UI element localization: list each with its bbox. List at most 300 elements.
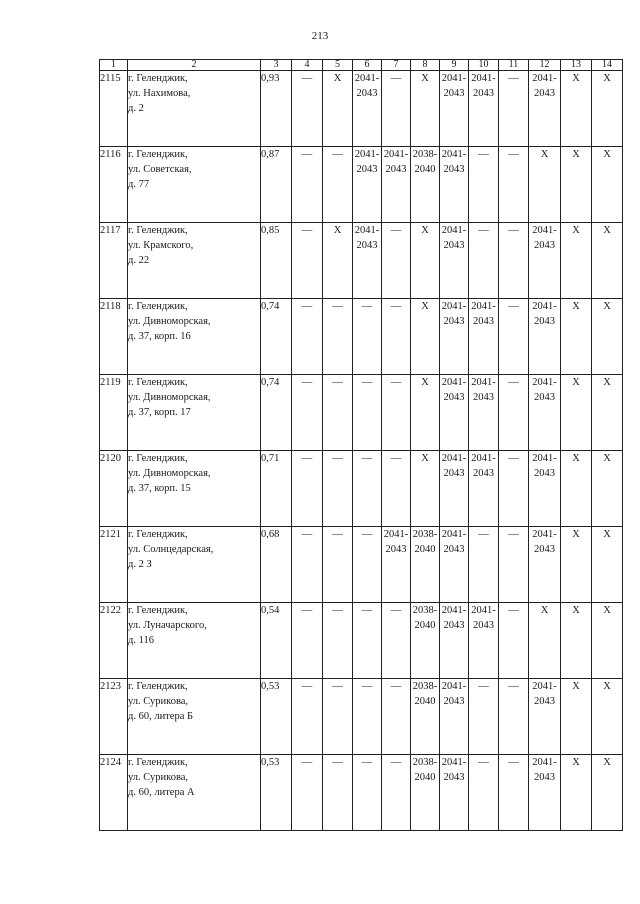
column-header: 2 bbox=[128, 60, 261, 71]
period-cell bbox=[499, 147, 529, 223]
cell-text: — bbox=[332, 681, 343, 692]
cell-text: — bbox=[301, 225, 313, 236]
cell-text: X bbox=[572, 377, 580, 388]
column-header: 9 bbox=[440, 60, 469, 71]
column-header: 6 bbox=[353, 60, 382, 71]
period-cell bbox=[469, 299, 499, 375]
cell-text: 2043 bbox=[534, 316, 555, 327]
period-cell bbox=[292, 375, 323, 451]
cell-text: — bbox=[301, 149, 313, 160]
cell-text: 2043 bbox=[443, 696, 465, 707]
period-cell bbox=[529, 679, 561, 755]
cell-text: — bbox=[508, 225, 519, 236]
period-cell bbox=[469, 223, 499, 299]
period-cell bbox=[469, 603, 499, 679]
row-number: 2116 bbox=[100, 147, 128, 223]
cell-text: 2041- bbox=[441, 301, 467, 312]
table-row bbox=[100, 451, 623, 527]
cell-text: 2041- bbox=[471, 377, 496, 388]
cell-text: X bbox=[603, 757, 611, 768]
period-cell bbox=[561, 375, 592, 451]
cell-text: — bbox=[390, 225, 402, 236]
cell-text: 2041- bbox=[441, 757, 467, 768]
cell-text: 2043 bbox=[534, 544, 555, 555]
cell-text: 2043 bbox=[473, 316, 494, 327]
address-cell bbox=[128, 603, 261, 679]
address-line: ул. Солнцедарская, bbox=[128, 544, 214, 555]
cell-text: — bbox=[390, 301, 402, 312]
cell-text: — bbox=[508, 73, 519, 84]
address-line: д. 37, корп. 15 bbox=[128, 483, 191, 494]
period-cell bbox=[592, 375, 623, 451]
period-cell bbox=[353, 755, 382, 831]
period-cell bbox=[292, 451, 323, 527]
period-cell bbox=[353, 299, 382, 375]
cell-text: — bbox=[478, 757, 489, 768]
period-cell bbox=[499, 375, 529, 451]
period-cell bbox=[411, 603, 440, 679]
address-cell bbox=[128, 679, 261, 755]
value-cell: 0,53 bbox=[261, 755, 292, 831]
cell-text: — bbox=[361, 301, 373, 312]
cell-text: 2043 bbox=[443, 620, 465, 631]
column-header: 8 bbox=[411, 60, 440, 71]
column-header: 1 bbox=[100, 60, 128, 71]
cell-text: X bbox=[572, 225, 580, 236]
cell-text: 2040 bbox=[414, 620, 436, 631]
cell-text: 2043 bbox=[385, 164, 407, 175]
cell-text: — bbox=[332, 149, 343, 160]
period-cell bbox=[592, 299, 623, 375]
row-number: 2122 bbox=[100, 603, 128, 679]
period-cell bbox=[592, 147, 623, 223]
address-line: д. 2 bbox=[128, 103, 144, 114]
cell-text: 2043 bbox=[356, 88, 378, 99]
cell-text: X bbox=[603, 73, 611, 84]
period-cell bbox=[353, 451, 382, 527]
period-cell bbox=[292, 603, 323, 679]
cell-text: 2043 bbox=[534, 88, 555, 99]
cell-text: 2040 bbox=[414, 164, 436, 175]
period-cell bbox=[561, 147, 592, 223]
value-cell: 0,54 bbox=[261, 603, 292, 679]
cell-text: 2043 bbox=[534, 772, 555, 783]
cell-text: 2043 bbox=[473, 620, 494, 631]
period-cell bbox=[382, 755, 411, 831]
cell-text: 2038- bbox=[412, 149, 438, 160]
cell-text: 2041- bbox=[532, 681, 557, 692]
period-cell bbox=[592, 451, 623, 527]
cell-text: 2043 bbox=[356, 164, 378, 175]
cell-text: 2041- bbox=[441, 377, 467, 388]
period-cell bbox=[353, 71, 382, 147]
period-cell bbox=[592, 71, 623, 147]
cell-text: — bbox=[361, 681, 373, 692]
period-cell bbox=[411, 299, 440, 375]
cell-text: 2041- bbox=[532, 73, 557, 84]
row-number: 2121 bbox=[100, 527, 128, 603]
cell-text: 2043 bbox=[473, 392, 494, 403]
period-cell bbox=[323, 527, 353, 603]
cell-text: 2041- bbox=[532, 757, 557, 768]
address-line: ул. Нахимова, bbox=[128, 88, 191, 99]
column-header: 7 bbox=[382, 60, 411, 71]
cell-text: 2043 bbox=[534, 468, 555, 479]
table-row bbox=[100, 603, 623, 679]
cell-text: 2041- bbox=[471, 301, 496, 312]
address-line: д. 37, корп. 16 bbox=[128, 331, 191, 342]
period-cell bbox=[561, 755, 592, 831]
address-line: г. Геленджик, bbox=[128, 377, 188, 388]
address-line: ул. Крамского, bbox=[128, 240, 194, 251]
period-cell bbox=[499, 527, 529, 603]
period-cell bbox=[353, 375, 382, 451]
cell-text: X bbox=[540, 149, 549, 160]
period-cell bbox=[529, 603, 561, 679]
cell-text: — bbox=[390, 605, 402, 616]
period-cell bbox=[292, 755, 323, 831]
period-cell bbox=[529, 375, 561, 451]
cell-text: 2043 bbox=[534, 392, 555, 403]
cell-text: X bbox=[603, 605, 611, 616]
period-cell bbox=[440, 603, 469, 679]
period-cell bbox=[323, 299, 353, 375]
period-cell bbox=[353, 679, 382, 755]
cell-text: X bbox=[421, 453, 429, 464]
address-line: г. Геленджик, bbox=[128, 605, 188, 616]
cell-text: 2041- bbox=[354, 149, 380, 160]
period-cell bbox=[323, 755, 353, 831]
period-cell bbox=[529, 223, 561, 299]
period-cell bbox=[292, 299, 323, 375]
period-cell bbox=[592, 679, 623, 755]
period-cell bbox=[382, 71, 411, 147]
period-cell bbox=[323, 375, 353, 451]
cell-text: 2043 bbox=[443, 468, 465, 479]
period-cell bbox=[292, 71, 323, 147]
period-cell bbox=[529, 755, 561, 831]
value-cell: 0,87 bbox=[261, 147, 292, 223]
table-body bbox=[100, 60, 623, 831]
cell-text: X bbox=[333, 225, 342, 236]
address-line: ул. Сурикова, bbox=[128, 696, 189, 707]
cell-text: 2043 bbox=[473, 88, 494, 99]
column-number-row bbox=[100, 60, 623, 71]
cell-text: 2041- bbox=[441, 605, 467, 616]
cell-text: — bbox=[478, 529, 489, 540]
row-number: 2115 bbox=[100, 71, 128, 147]
period-cell bbox=[382, 375, 411, 451]
period-cell bbox=[323, 603, 353, 679]
cell-text: X bbox=[603, 377, 611, 388]
column-header: 3 bbox=[261, 60, 292, 71]
address-line: ул. Дивноморская, bbox=[128, 468, 211, 479]
cell-text: 2041- bbox=[471, 453, 496, 464]
address-cell bbox=[128, 755, 261, 831]
cell-text: X bbox=[572, 453, 580, 464]
period-cell bbox=[529, 299, 561, 375]
address-line: ул. Дивноморская, bbox=[128, 392, 211, 403]
cell-text: — bbox=[508, 149, 519, 160]
column-header: 4 bbox=[292, 60, 323, 71]
cell-text: 2041- bbox=[532, 377, 557, 388]
cell-text: 2038- bbox=[412, 757, 438, 768]
cell-text: 2041- bbox=[441, 73, 467, 84]
row-number: 2118 bbox=[100, 299, 128, 375]
cell-text: X bbox=[603, 529, 611, 540]
cell-text: — bbox=[478, 225, 489, 236]
period-cell bbox=[469, 451, 499, 527]
cell-text: 2038- bbox=[412, 681, 438, 692]
cell-text: — bbox=[508, 605, 519, 616]
cell-text: — bbox=[301, 529, 313, 540]
period-cell bbox=[440, 147, 469, 223]
table-row bbox=[100, 147, 623, 223]
row-number: 2124 bbox=[100, 755, 128, 831]
period-cell bbox=[561, 299, 592, 375]
period-cell bbox=[499, 299, 529, 375]
period-cell bbox=[592, 527, 623, 603]
cell-text: 2043 bbox=[443, 544, 465, 555]
cell-text: — bbox=[390, 757, 402, 768]
period-cell bbox=[292, 679, 323, 755]
address-cell bbox=[128, 375, 261, 451]
cell-text: 2043 bbox=[443, 164, 465, 175]
period-cell bbox=[529, 451, 561, 527]
cell-text: — bbox=[390, 73, 402, 84]
period-cell bbox=[382, 527, 411, 603]
period-cell bbox=[499, 679, 529, 755]
cell-text: 2041- bbox=[354, 225, 380, 236]
period-cell bbox=[440, 527, 469, 603]
cell-text: X bbox=[421, 377, 429, 388]
address-line: г. Геленджик, bbox=[128, 149, 188, 160]
period-cell bbox=[440, 71, 469, 147]
period-cell bbox=[382, 223, 411, 299]
cell-text: — bbox=[301, 453, 313, 464]
cell-text: X bbox=[603, 149, 611, 160]
cell-text: 2043 bbox=[534, 240, 555, 251]
value-cell: 0,85 bbox=[261, 223, 292, 299]
value-cell: 0,93 bbox=[261, 71, 292, 147]
period-cell bbox=[499, 755, 529, 831]
address-line: ул. Дивноморская, bbox=[128, 316, 211, 327]
period-cell bbox=[469, 755, 499, 831]
cell-text: 2041- bbox=[383, 529, 409, 540]
period-cell bbox=[469, 147, 499, 223]
period-cell bbox=[592, 223, 623, 299]
address-line: д. 37, корп. 17 bbox=[128, 407, 191, 418]
period-cell bbox=[469, 71, 499, 147]
period-cell bbox=[411, 451, 440, 527]
period-cell bbox=[440, 375, 469, 451]
period-cell bbox=[440, 451, 469, 527]
period-cell bbox=[592, 603, 623, 679]
cell-text: — bbox=[301, 757, 313, 768]
period-cell bbox=[561, 451, 592, 527]
period-cell bbox=[353, 223, 382, 299]
column-header: 14 bbox=[592, 60, 623, 71]
period-cell bbox=[499, 71, 529, 147]
period-cell bbox=[499, 223, 529, 299]
row-number: 2117 bbox=[100, 223, 128, 299]
period-cell bbox=[469, 527, 499, 603]
cell-text: — bbox=[361, 605, 373, 616]
column-header: 12 bbox=[529, 60, 561, 71]
period-cell bbox=[323, 71, 353, 147]
cell-text: 2041- bbox=[471, 73, 496, 84]
period-cell bbox=[469, 679, 499, 755]
value-cell: 0,71 bbox=[261, 451, 292, 527]
address-line: г. Геленджик, bbox=[128, 681, 188, 692]
cell-text: 2041- bbox=[532, 225, 557, 236]
cell-text: 2043 bbox=[443, 240, 465, 251]
cell-text: 2043 bbox=[443, 392, 465, 403]
value-cell: 0,74 bbox=[261, 299, 292, 375]
value-cell: 0,74 bbox=[261, 375, 292, 451]
cell-text: X bbox=[603, 301, 611, 312]
period-cell bbox=[382, 679, 411, 755]
cell-text: — bbox=[478, 681, 489, 692]
cell-text: X bbox=[572, 73, 580, 84]
period-cell bbox=[529, 147, 561, 223]
cell-text: — bbox=[301, 681, 313, 692]
address-cell bbox=[128, 451, 261, 527]
cell-text: 2043 bbox=[443, 88, 465, 99]
cell-text: — bbox=[301, 73, 313, 84]
address-line: г. Геленджик, bbox=[128, 225, 188, 236]
period-cell bbox=[323, 679, 353, 755]
period-cell bbox=[561, 679, 592, 755]
cell-text: X bbox=[572, 605, 580, 616]
cell-text: X bbox=[572, 301, 580, 312]
period-cell bbox=[592, 755, 623, 831]
address-cell bbox=[128, 223, 261, 299]
period-cell bbox=[561, 223, 592, 299]
row-number: 2123 bbox=[100, 679, 128, 755]
cell-text: 2043 bbox=[443, 316, 465, 327]
cell-text: — bbox=[332, 605, 343, 616]
cell-text: 2041- bbox=[441, 453, 467, 464]
address-cell bbox=[128, 299, 261, 375]
cell-text: — bbox=[508, 681, 519, 692]
period-cell bbox=[353, 527, 382, 603]
period-cell bbox=[440, 299, 469, 375]
address-cell bbox=[128, 527, 261, 603]
cell-text: 2040 bbox=[414, 544, 436, 555]
cell-text: — bbox=[361, 453, 373, 464]
cell-text: — bbox=[508, 529, 519, 540]
cell-text: — bbox=[390, 377, 402, 388]
cell-text: X bbox=[572, 529, 580, 540]
cell-text: X bbox=[421, 73, 429, 84]
row-number: 2120 bbox=[100, 451, 128, 527]
period-cell bbox=[440, 679, 469, 755]
period-cell bbox=[499, 451, 529, 527]
period-cell bbox=[411, 679, 440, 755]
address-line: д. 60, литера А bbox=[128, 787, 195, 798]
cell-text: 2041- bbox=[532, 453, 557, 464]
period-cell bbox=[411, 223, 440, 299]
cell-text: 2041- bbox=[441, 225, 467, 236]
table-row bbox=[100, 299, 623, 375]
table-row bbox=[100, 755, 623, 831]
value-cell: 0,53 bbox=[261, 679, 292, 755]
period-cell bbox=[499, 603, 529, 679]
address-line: г. Геленджик, bbox=[128, 757, 188, 768]
address-cell bbox=[128, 147, 261, 223]
cell-text: — bbox=[301, 377, 313, 388]
address-line: д. 22 bbox=[128, 255, 150, 266]
period-cell bbox=[353, 147, 382, 223]
address-line: г. Геленджик, bbox=[128, 529, 188, 540]
table-row bbox=[100, 71, 623, 147]
period-cell bbox=[323, 223, 353, 299]
period-cell bbox=[411, 375, 440, 451]
cell-text: 2041- bbox=[354, 73, 380, 84]
cell-text: — bbox=[361, 377, 373, 388]
cell-text: — bbox=[332, 301, 343, 312]
cell-text: X bbox=[572, 757, 580, 768]
period-cell bbox=[382, 603, 411, 679]
period-cell bbox=[561, 71, 592, 147]
cell-text: — bbox=[301, 605, 313, 616]
cell-text: — bbox=[361, 757, 373, 768]
column-header: 10 bbox=[469, 60, 499, 71]
cell-text: — bbox=[478, 149, 489, 160]
period-cell bbox=[411, 147, 440, 223]
period-cell bbox=[292, 223, 323, 299]
period-cell bbox=[411, 755, 440, 831]
column-header: 5 bbox=[323, 60, 353, 71]
cell-text: 2041- bbox=[532, 301, 557, 312]
table-row bbox=[100, 679, 623, 755]
schedule-table bbox=[99, 59, 623, 831]
address-line: г. Геленджик, bbox=[128, 453, 188, 464]
period-cell bbox=[561, 603, 592, 679]
cell-text: — bbox=[390, 453, 402, 464]
address-line: д. 2 З bbox=[128, 559, 152, 570]
address-line: г. Геленджик, bbox=[128, 73, 188, 84]
address-line: д. 77 bbox=[128, 179, 150, 190]
cell-text: — bbox=[361, 529, 373, 540]
cell-text: 2040 bbox=[414, 696, 436, 707]
period-cell bbox=[292, 527, 323, 603]
address-line: д. 116 bbox=[128, 635, 154, 646]
cell-text: — bbox=[508, 453, 519, 464]
page-number: 213 bbox=[311, 30, 329, 42]
period-cell bbox=[323, 451, 353, 527]
address-line: д. 60, литера Б bbox=[128, 711, 194, 722]
period-cell bbox=[469, 375, 499, 451]
cell-text: X bbox=[421, 225, 429, 236]
column-header: 11 bbox=[499, 60, 529, 71]
row-number: 2119 bbox=[100, 375, 128, 451]
cell-text: — bbox=[301, 301, 313, 312]
cell-text: — bbox=[508, 301, 519, 312]
cell-text: — bbox=[508, 757, 519, 768]
value-cell: 0,68 bbox=[261, 527, 292, 603]
period-cell bbox=[529, 71, 561, 147]
cell-text: 2041- bbox=[532, 529, 557, 540]
period-cell bbox=[292, 147, 323, 223]
address-line: ул. Советская, bbox=[128, 164, 192, 175]
cell-text: — bbox=[508, 377, 519, 388]
cell-text: X bbox=[333, 73, 342, 84]
cell-text: X bbox=[603, 681, 611, 692]
cell-text: X bbox=[540, 605, 549, 616]
cell-text: 2043 bbox=[534, 696, 555, 707]
